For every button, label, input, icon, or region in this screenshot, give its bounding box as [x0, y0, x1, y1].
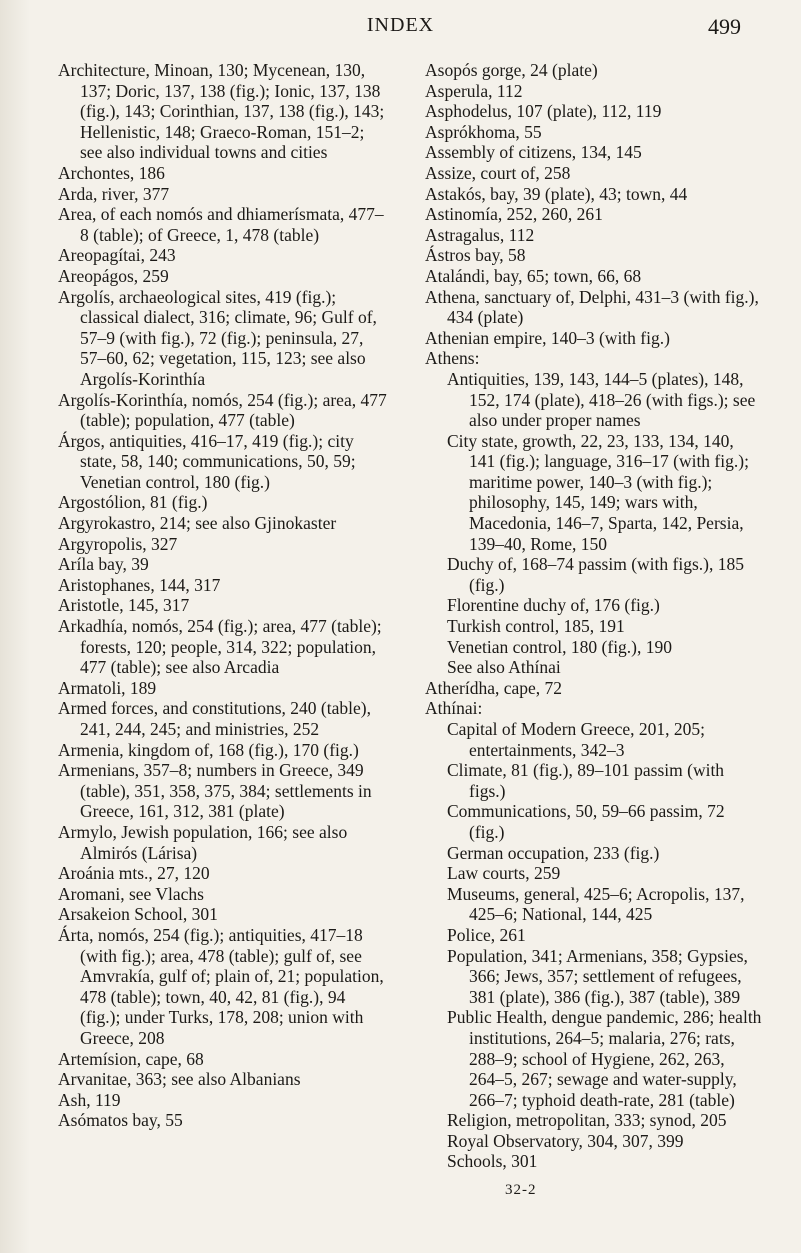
index-entry: Areopagítai, 243 — [58, 245, 176, 266]
index-subentry: Population, 341; Armenians, 358; Gypsies, 366; Jews, 357; settlement of refugees, 381 (plate), 386 (fig.), 387 (table), 389 — [447, 945, 748, 1007]
index-subentry: Museums, general, 425–6; Acropolis, 137, 425–6; National, 144, 425 — [447, 883, 745, 925]
index-subentry: Schools, 301 — [447, 1151, 538, 1172]
index-entry: Árta, nomós, 254 (fig.); antiquities, 417–18 (with fig.); area, 478 (table); gulf of, see Amvrakía, gulf of; plain of, 21; population, 478 (table); town, 40, 42, 81 (fig.), 94 (fig.); under Turks, 178, 208; union with Greece, 208 — [58, 924, 384, 1048]
index-entry: Athenian empire, 140–3 (with fig.) — [425, 327, 670, 348]
index-entry: Aristotle, 145, 317 — [58, 595, 190, 616]
index-entry: Argolís-Korinthía, nomós, 254 (fig.); area, 477 (table); population, 477 (table) — [58, 389, 387, 431]
index-entry: Aríla bay, 39 — [58, 554, 149, 575]
index-entry: Areopágos, 259 — [58, 265, 169, 286]
index-subentry: Communications, 50, 59–66 passim, 72 (fig.) — [447, 801, 725, 842]
index-entry: Astragalus, 112 — [425, 224, 535, 245]
running-title: INDEX — [366, 14, 435, 36]
index-subentry: Law courts, 259 — [447, 863, 561, 884]
index-subentry: German occupation, 233 (fig.) — [447, 842, 660, 863]
index-entry: Armenians, 357–8; numbers in Greece, 349 (table), 351, 358, 375, 384; settlements in Greece, 161, 312, 381 (plate) — [58, 760, 372, 822]
index-subentry: Venetian control, 180 (fig.), 190 — [447, 636, 673, 657]
index-entry: Athens: — [425, 348, 480, 369]
signature-mark: 32-2 — [505, 1182, 537, 1199]
index-entry: Argyropolis, 327 — [58, 533, 178, 554]
index-entry: Arda, river, 377 — [58, 183, 170, 204]
index-entry: Asphodelus, 107 (plate), 112, 119 — [425, 101, 662, 122]
page-gutter-shadow — [0, 0, 30, 1253]
index-entry: Asperula, 112 — [425, 80, 523, 101]
index-entry: Ástros bay, 58 — [425, 245, 526, 266]
index-column-left — [58, 60, 388, 1131]
index-subentry: Royal Observatory, 304, 307, 399 — [447, 1130, 684, 1151]
page-number: 499 — [708, 14, 741, 39]
index-entry: Assize, court of, 258 — [425, 162, 571, 183]
index-subentry: City state, growth, 22, 23, 133, 134, 140, 141 (fig.); language, 316–17 (with fig.); maritime power, 140–3 (with fig.); philosophy, 145, 149; wars with, Macedonia, 146–7, Sparta, 142, Persia, 139–40, Rome, 150 — [447, 430, 749, 554]
index-subentry: Religion, metropolitan, 333; synod, 205 — [447, 1110, 727, 1131]
index-subentry: See also Athínai — [447, 657, 561, 678]
index-entry: Assembly of citizens, 134, 145 — [425, 142, 642, 163]
index-subentry: Duchy of, 168–74 passim (with figs.), 185 (fig.) — [447, 554, 744, 595]
index-entry: Armylo, Jewish population, 166; see also Almirós (Lárisa) — [58, 821, 348, 863]
index-entry: Argolís, archaeological sites, 419 (fig.); classical dialect, 316; climate, 96; Gulf of, 57–9 (with fig.), 72 (fig.); peninsula, 27, 57–60, 62; vegetation, 115, 123; see also Argolís-Korinthía — [58, 286, 377, 389]
index-subentry: Turkish control, 185, 191 — [447, 616, 625, 637]
index-subentry: Public Health, dengue pandemic, 286; health institutions, 264–5; malaria, 276; rats, 288–9; school of Hygiene, 262, 263, 264–5, 267; sewage and water-supply, 266–7; typhoid death-rate, 281 (table) — [447, 1007, 762, 1110]
index-entry: Architecture, Minoan, 130; Mycenean, 130, 137; Doric, 137, 138 (fig.); Ionic, 137, 138 (fig.), 143; Corinthian, 137, 138 (fig.), 143; Hellenistic, 148; Graeco-Roman, 151–2; see also individual towns and cities — [58, 60, 385, 163]
index-entry: Árgos, antiquities, 416–17, 419 (fig.); city state, 58, 140; communications, 50, 59; Venetian control, 180 (fig.) — [58, 430, 356, 492]
index-entry: Athena, sanctuary of, Delphi, 431–3 (with fig.), 434 (plate) — [425, 286, 759, 328]
index-entry: Asprókhoma, 55 — [425, 121, 542, 142]
index-entry: Arsakeion School, 301 — [58, 904, 218, 925]
index-entry: Astakós, bay, 39 (plate), 43; town, 44 — [425, 183, 688, 204]
index-entry: Archontes, 186 — [58, 162, 165, 183]
index-entry: Athínai: — [425, 698, 483, 719]
index-entry: Asopós gorge, 24 (plate) — [425, 60, 598, 80]
index-entry: Aristophanes, 144, 317 — [58, 574, 221, 595]
index-entry: Armed forces, and constitutions, 240 (table), 241, 244, 245; and ministries, 252 — [58, 698, 371, 739]
index-entry: Astinomía, 252, 260, 261 — [425, 204, 603, 225]
index-entry: Asómatos bay, 55 — [58, 1110, 183, 1131]
index-subentry: Climate, 81 (fig.), 89–101 passim (with figs.) — [447, 760, 725, 801]
index-subentry: Police, 261 — [447, 924, 526, 945]
index-column-right — [425, 60, 763, 1201]
index-entry: Arkadhía, nomós, 254 (fig.); area, 477 (table); forests, 120; people, 314, 322; population, 477 (table); see also Arcadia — [58, 616, 382, 678]
index-entries-right — [425, 60, 763, 1172]
index-entry: Atherídha, cape, 72 — [425, 677, 563, 698]
index-entry: Armenia, kingdom of, 168 (fig.), 170 (fig.) — [58, 739, 359, 760]
index-subentry: Antiquities, 139, 143, 144–5 (plates), 148, 152, 174 (plate), 418–26 (with figs.); see also under proper names — [447, 368, 756, 431]
index-subentry: Capital of Modern Greece, 201, 205; entertainments, 342–3 — [447, 719, 706, 760]
index-entry: Aroánia mts., 27, 120 — [58, 863, 210, 884]
index-subentry: Florentine duchy of, 176 (fig.) — [447, 595, 660, 616]
index-entry: Argyrokastro, 214; see also Gjinokaster — [58, 513, 337, 534]
index-entry: Ash, 119 — [58, 1089, 121, 1110]
index-entry: Atalándi, bay, 65; town, 66, 68 — [425, 265, 642, 286]
page-header — [0, 14, 801, 46]
index-entry: Area, of each nomós and dhiamerísmata, 477–8 (table); of Greece, 1, 478 (table) — [58, 204, 384, 245]
index-entry: Aromani, see Vlachs — [58, 883, 204, 904]
index-entry: Armatoli, 189 — [58, 677, 157, 698]
index-entry: Artemísion, cape, 68 — [58, 1048, 204, 1069]
index-entry: Argostólion, 81 (fig.) — [58, 492, 208, 513]
index-entry: Arvanitae, 363; see also Albanians — [58, 1069, 301, 1090]
